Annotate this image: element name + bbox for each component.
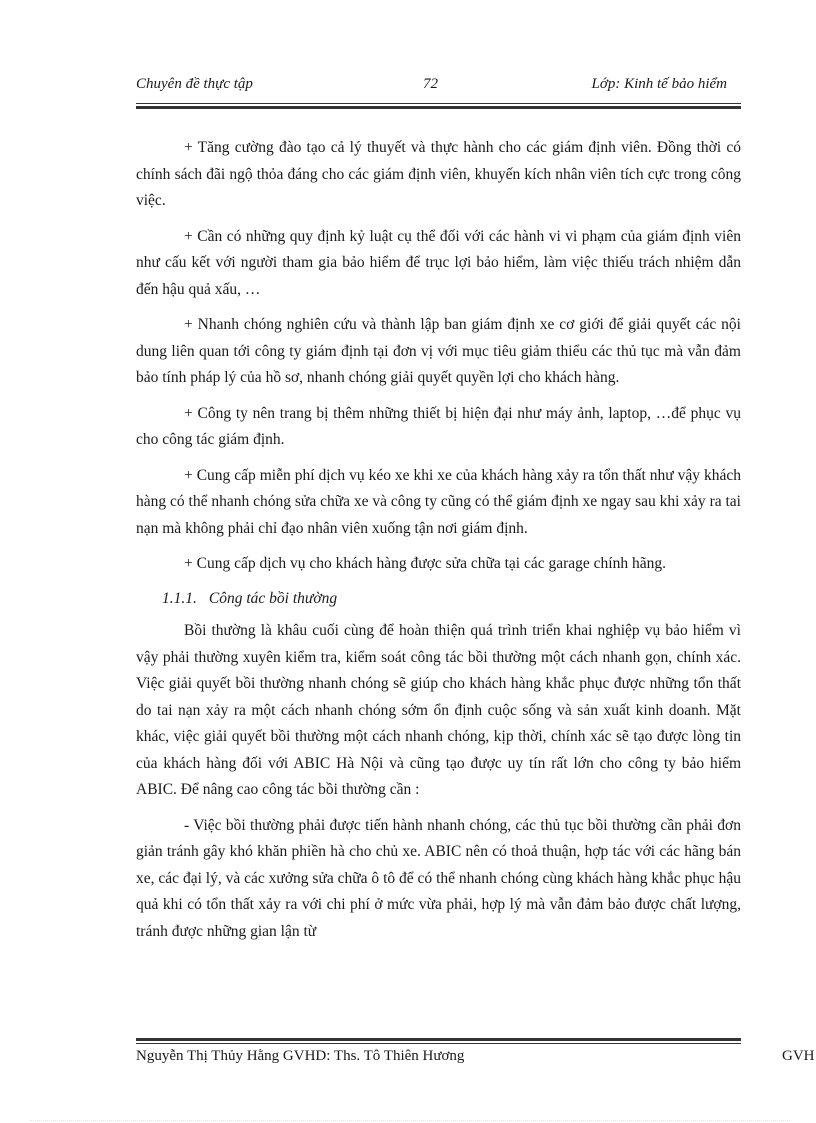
page-header: [136, 76, 741, 98]
page-bottom-divider: [30, 1120, 790, 1121]
header-course-title: Chuyên đề thực tập: [136, 76, 253, 92]
page-footer-truncated: GVH: [782, 1048, 815, 1064]
section-title: Công tác bồi thường: [208, 589, 338, 607]
page-footer-author: Nguyễn Thị Thủy Hằng GVHD: Ths. Tô Thiên Hương: [136, 1048, 465, 1064]
paragraph-compensation-intro: Bồi thường là khâu cuối cùng để hoàn thiện quá trình triển khai nghiệp vụ bảo hiểm vì vậy phải thường xuyên kiểm tra, kiểm soát công tác bồi thường một cách nhanh gọn, chính xác. Việc giải quyết bồi thường nhanh chóng sẽ giúp cho khách hàng khắc phục được những tổn thất do tai nạn xảy ra một cách nhanh chóng sớm ổn định cuộc sống và sản xuất kinh doanh. Mặt khác, việc giải quyết bồi thường một cách nhanh chóng, kịp thời, chính xác sẽ tạo được lòng tin của khách hàng đối với ABIC Hà Nội và cũng tạo được uy tín rất lớn cho công ty bảo hiểm ABIC. Để nâng cao công tác bồi thường cần :: [136, 622, 741, 798]
paragraph-compensation-speed: - Việc bồi thường phải được tiến hành nhanh chóng, các thủ tục bồi thường cần phải đơn giản tránh gây khó khăn phiền hà cho chủ xe. ABIC nên có thoả thuận, hợp tác với các hãng bán xe, các đại lý, và các xưởng sửa chữa ô tô để có thể nhanh chóng cùng khách hàng khắc phục hậu quả khi có tổn thất xảy ra với chi phí ở mức vừa phải, hợp lý mà vẫn đảm bảo được chất lượng, tránh được những gian lận từ: [136, 816, 741, 940]
paragraph-training: + Tăng cường đào tạo cả lý thuyết và thực hành cho các giám định viên. Đồng thời có chính sách đãi ngộ thỏa đáng cho các giám định viên, khuyến kích nhân viên tích cực trong công việc.: [136, 139, 741, 209]
header-rule-thick: [136, 106, 741, 109]
paragraph-discipline: + Cần có những quy định kỷ luật cụ thể đối với các hành vi vi phạm của giám định viên như cấu kết với người tham gia bảo hiểm để trục lợi bảo hiểm, làm việc thiếu trách nhiệm dẫn đến hậu quả xấu, …: [136, 227, 741, 298]
header-class-name: Lớp: Kinh tế bảo hiểm: [591, 76, 727, 92]
footer-rule-thin: [136, 1043, 741, 1044]
paragraph-towing-service: + Cung cấp miễn phí dịch vụ kéo xe khi xe của khách hàng xảy ra tổn thất như vậy khách hàng có thể nhanh chóng sửa chữa xe và công ty cũng có thể giám định xe ngay sau khi xảy ra tai nạn mà không phải chỉ đạo nhân viên xuống tận nơi giám định.: [136, 466, 741, 537]
section-heading: [136, 586, 741, 613]
header-page-number: 72: [423, 76, 438, 92]
paragraph-assessment-board: + Nhanh chóng nghiên cứu và thành lập ban giám định xe cơ giới để giải quyết các nội dung liên quan tới công ty giám định tại đơn vị với mục tiêu giảm thiểu các thủ tục mà vẫn đảm bảo tính pháp lý của hồ sơ, nhanh chóng giải quyết quyền lợi cho khách hàng.: [136, 316, 741, 386]
paragraph-garage-service: + Cung cấp dịch vụ cho khách hàng được sửa chữa tại các garage chính hãng.: [184, 555, 666, 572]
section-number: 1.1.1.: [162, 589, 197, 607]
paragraph-equipment: + Công ty nên trang bị thêm những thiết bị hiện đại như máy ảnh, laptop, …để phục vụ cho công tác giám định.: [136, 404, 741, 448]
header-rule-thin: [136, 103, 741, 104]
footer-rule-thick: [136, 1038, 741, 1041]
page-content: [136, 135, 741, 954]
